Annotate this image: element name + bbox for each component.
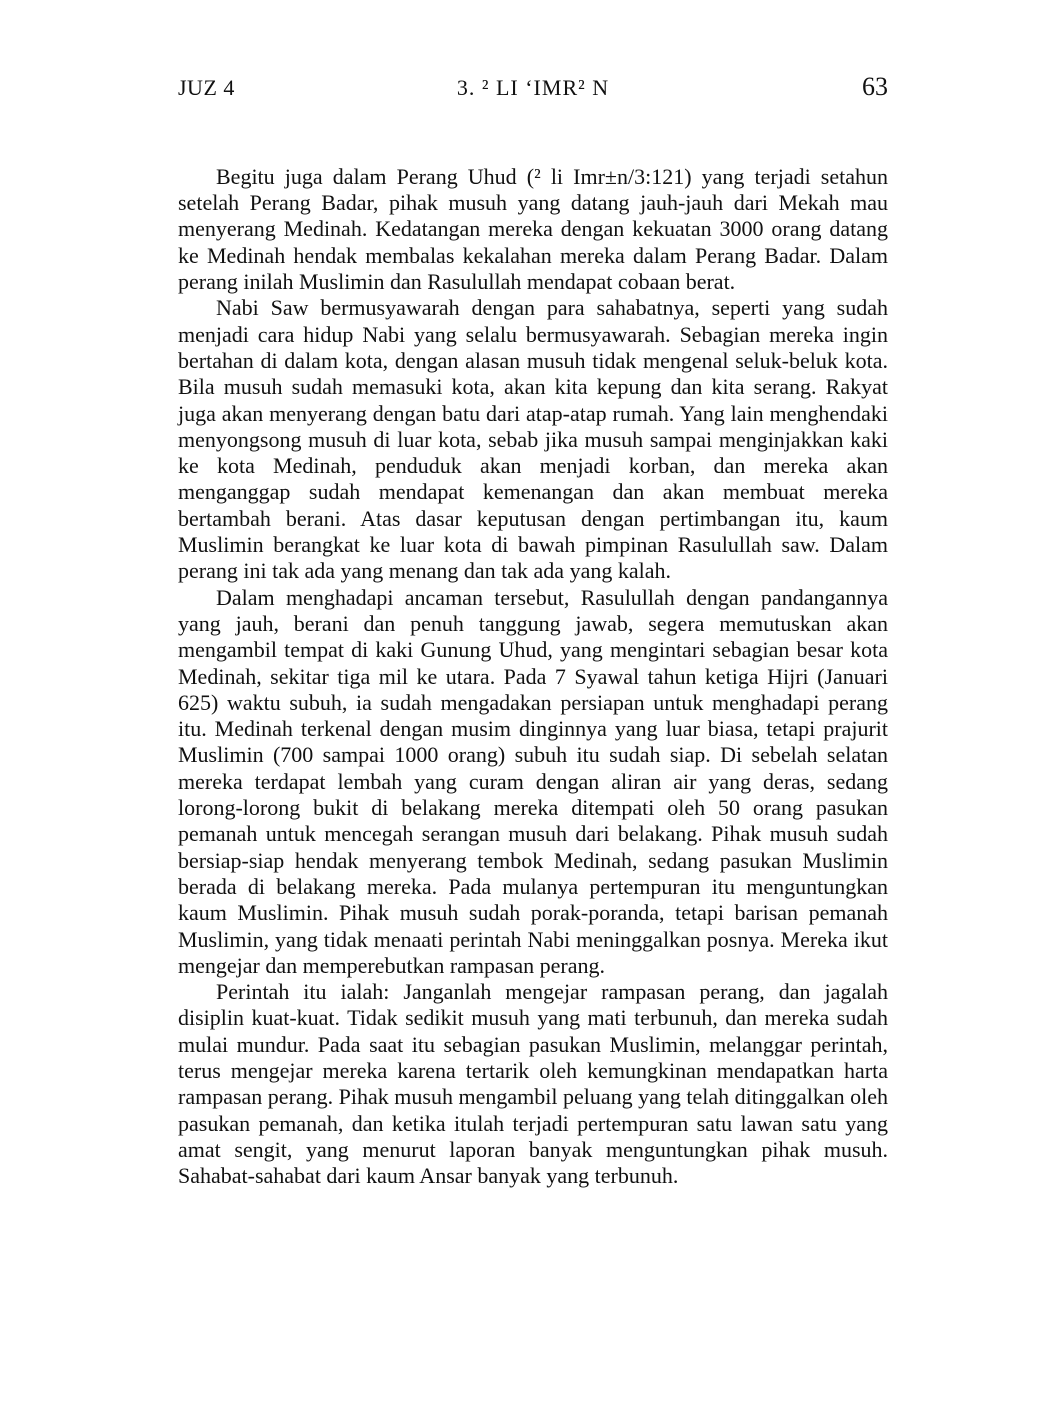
paragraph-1: Begitu juga dalam Perang Uhud (² li Imr±n/3:121) yang terjadi setahun setelah Perang Badar, pihak musuh yang datang jauh-jauh dari Mekah mau menyerang Medinah. Kedatangan mereka dengan kekuatan 3000 orang datang ke Medinah hendak membalas kekalahan mereka dalam Perang Badar. Dalam perang inilah Muslimin dan Rasulullah mendapat cobaan berat.	[178, 163, 888, 295]
page-number: 63	[862, 72, 888, 101]
paragraph-2: Nabi Saw bermusyawarah dengan para sahabatnya, seperti yang sudah menjadi cara hidup Nabi yang selalu bermusyawarah. Sebagian mereka ingin bertahan di dalam kota, dengan alasan musuh tidak mengenal seluk-beluk kota. Bila musuh sudah memasuki kota, akan kita kepung dan kita serang. Rakyat juga akan menyerang dengan batu dari atap-atap rumah. Yang lain menghendaki menyongsong musuh di luar kota, sebab jika musuh sampai menginjakkan kaki ke kota Medinah, penduduk akan menjadi korban, dan mereka akan menganggap sudah mendapat kemenangan dan akan membuat mereka bertambah berani. Atas dasar keputusan dengan pertimbangan itu, kaum Muslimin berangkat ke luar kota di bawah pimpinan Rasulullah saw. Dalam perang ini tak ada yang menang dan tak ada yang kalah.	[178, 295, 888, 584]
page-header	[178, 72, 888, 102]
juz-label: JUZ 4	[178, 75, 235, 100]
paragraph-4: Perintah itu ialah: Janganlah mengejar rampasan perang, dan jagalah disiplin kuat-kuat. Tidak sedikit musuh yang mati terbunuh, dan mereka sudah mulai mundur. Pada saat itu sebagian pasukan Muslimin, melanggar perintah, terus mengejar mereka karena tertarik oleh kemungkinan mendapatkan harta rampasan perang. Pihak musuh mengambil peluang yang telah ditinggalkan oleh pasukan pemanah, dan ketika itulah terjadi pertempuran satu lawan satu yang amat sengit, yang menurut laporan banyak menguntungkan pihak musuh. Sahabat-sahabat dari kaum Ansar banyak yang terbunuh.	[178, 979, 888, 1189]
page-body	[178, 164, 888, 1190]
paragraph-3: Dalam menghadapi ancaman tersebut, Rasulullah dengan pandangannya yang jauh, berani dan penuh tanggung jawab, segera memutuskan akan mengambil tempat di kaki Gunung Uhud, yang mengintari sebagian besar kota Medinah, sekitar tiga mil ke utara. Pada 7 Syawal tahun ketiga Hijri (Januari 625) waktu subuh, ia sudah mengadakan persiapan untuk menghadapi perang itu. Medinah terkenal dengan musim dinginnya yang luar biasa, tetapi prajurit Muslimin (700 sampai 1000 orang) subuh itu sudah siap. Di sebelah selatan mereka terdapat lembah yang curam dengan aliran air yang deras, sedang lorong-lorong bukit di belakang mereka ditempati oleh 50 orang pasukan pemanah untuk mencegah serangan musuh dari belakang. Pihak musuh sudah bersiap-siap hendak menyerang tembok Medinah, sedang pasukan Muslimin berada di belakang mereka. Pada mulanya pertempuran itu menguntungkan kaum Muslimin. Pihak musuh sudah porak-poranda, tetapi barisan pemanah Muslimin, yang tidak menaati perintah Nabi meninggalkan posnya. Mereka ikut mengejar dan memperebutkan rampasan perang.	[178, 584, 888, 978]
surah-title: 3. ² LI ‘IMR² N	[456, 75, 610, 100]
